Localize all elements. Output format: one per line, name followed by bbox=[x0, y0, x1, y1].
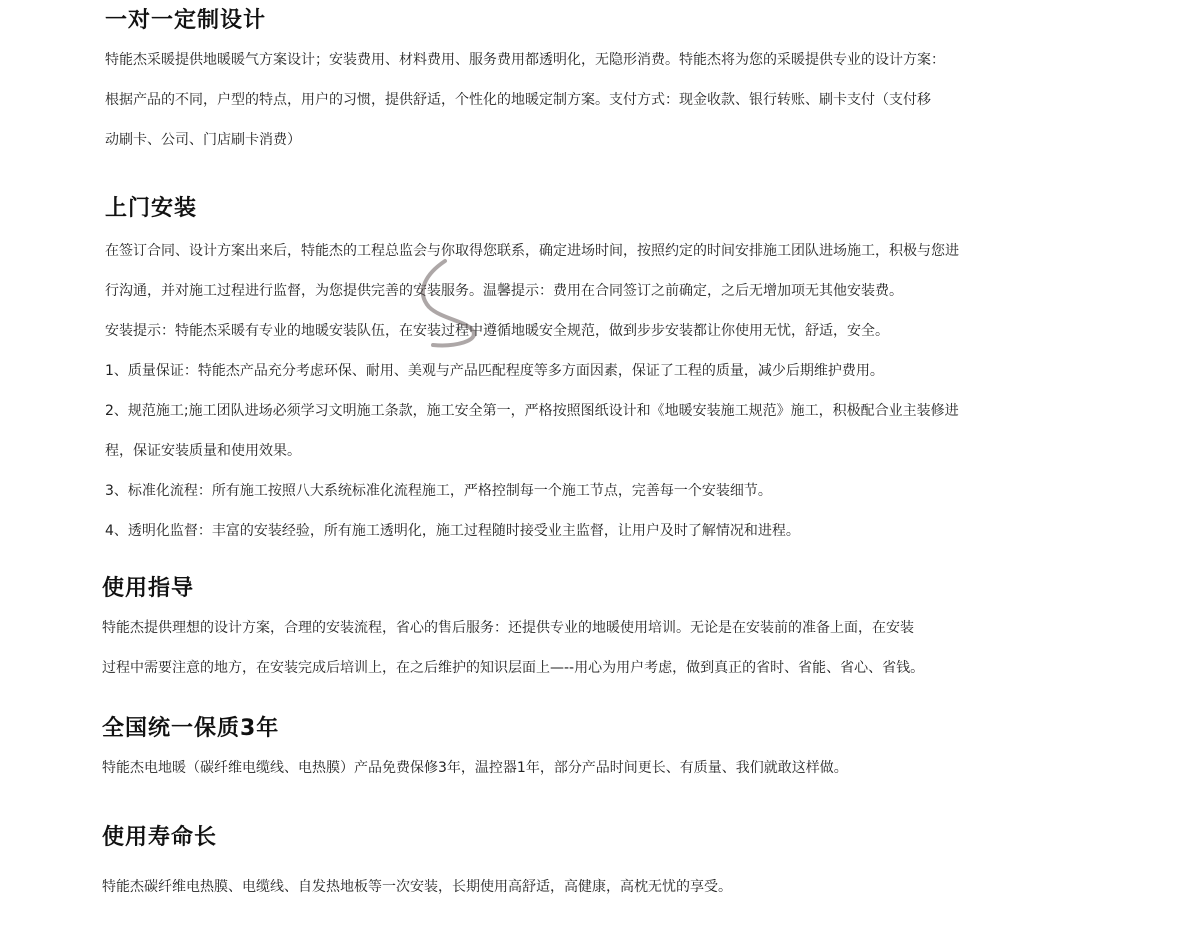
section-long-life bbox=[0, 823, 1186, 907]
section-title: 使用寿命长 bbox=[102, 825, 218, 850]
section-title: 上门安装 bbox=[105, 196, 198, 221]
section-usage-guidance bbox=[0, 574, 1186, 688]
section-title: 一对一定制设计 bbox=[105, 8, 267, 33]
paragraph-line: 特能杰提供理想的设计方案，合理的安装流程，省心的售后服务：还提供专业的地暖使用培训。无论是在安装前的准备上面，在安装 bbox=[102, 620, 914, 636]
paragraph-line: 特能杰碳纤维电热膜、电缆线、自发热地板等一次安装，长期使用高舒适，高健康，高枕无忧的享受。 bbox=[102, 879, 732, 895]
paragraph-line: 4、透明化监督：丰富的安装经验，所有施工透明化，施工过程随时接受业主监督，让用户及时了解情况和进程。 bbox=[105, 523, 800, 539]
paragraph-line: 1、质量保证：特能杰产品充分考虑环保、耐用、美观与产品匹配程度等多方面因素，保证了工程的质量，减少后期维护费用。 bbox=[105, 363, 884, 379]
paragraph-line: 安装提示：特能杰采暖有专业的地暖安装队伍，在安装过程中遵循地暖安全规范，做到步步安装都让你使用无忧，舒适，安全。 bbox=[105, 323, 889, 339]
paragraph-line: 特能杰采暖提供地暖暖气方案设计；安装费用、材料费用、服务费用都透明化，无隐形消费。特能杰将为您的采暖提供专业的设计方案： bbox=[105, 52, 945, 68]
paragraph-line: 行沟通，并对施工过程进行监督，为您提供完善的安装服务。温馨提示：费用在合同签订之前确定，之后无增加项无其他安装费。 bbox=[105, 283, 903, 299]
paragraph-line: 程，保证安装质量和使用效果。 bbox=[105, 443, 301, 459]
paragraph-line: 3、标准化流程：所有施工按照八大系统标准化流程施工，严格控制每一个施工节点，完善每一个安装细节。 bbox=[105, 483, 772, 499]
section-onsite-installation bbox=[0, 194, 1186, 551]
section-title: 全国统一保质3年 bbox=[102, 716, 280, 741]
paragraph-line: 根据产品的不同，户型的特点，用户的习惯，提供舒适，个性化的地暖定制方案。支付方式：现金收款、银行转账、刷卡支付（支付移 bbox=[105, 92, 931, 108]
section-custom-design bbox=[0, 6, 1186, 160]
section-warranty bbox=[0, 714, 1186, 788]
section-title: 使用指导 bbox=[102, 576, 195, 601]
paragraph-line: 过程中需要注意的地方，在安装完成后培训上，在之后维护的知识层面上—--用心为用户考虑，做到真正的省时、省能、省心、省钱。 bbox=[102, 660, 925, 676]
paragraph-line: 特能杰电地暖（碳纤维电缆线、电热膜）产品免费保修3年，温控器1年，部分产品时间更长、有质量、我们就敢这样做。 bbox=[102, 760, 848, 776]
paragraph-line: 在签订合同、设计方案出来后，特能杰的工程总监会与你取得您联系，确定进场时间，按照约定的时间安排施工团队进场施工，积极与您进 bbox=[105, 243, 959, 259]
paragraph-line: 2、规范施工;施工团队进场必须学习文明施工条款，施工安全第一，严格按照图纸设计和《地暖安装施工规范》施工，积极配合业主装修进 bbox=[105, 403, 959, 419]
paragraph-line: 动刷卡、公司、门店刷卡消费） bbox=[105, 132, 301, 148]
